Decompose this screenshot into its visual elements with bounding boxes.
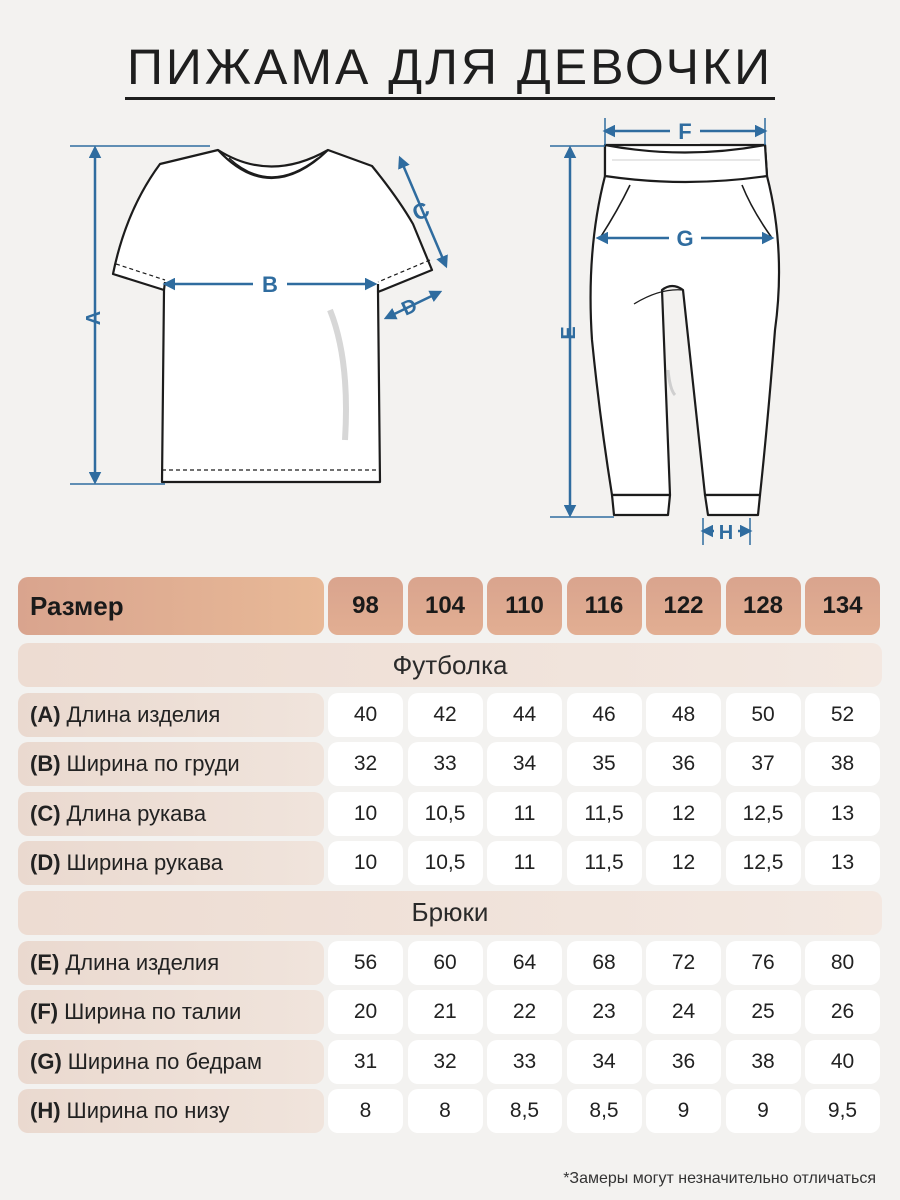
table-cell: 48 bbox=[646, 693, 721, 737]
table-row bbox=[18, 990, 882, 1034]
table-row bbox=[18, 1040, 882, 1084]
row-name: Длина рукава bbox=[66, 800, 207, 826]
table-cell: 33 bbox=[487, 1040, 562, 1084]
table-cell: 36 bbox=[646, 742, 721, 786]
table-cell: 42 bbox=[408, 693, 483, 737]
table-cell: 23 bbox=[567, 990, 642, 1034]
label-f: F bbox=[678, 119, 692, 144]
table-cell: 33 bbox=[408, 742, 483, 786]
table-cell: 10 bbox=[328, 792, 403, 836]
table-cell: 40 bbox=[328, 693, 403, 737]
table-cell: 21 bbox=[408, 990, 483, 1034]
row-label bbox=[18, 941, 324, 985]
table-cell: 80 bbox=[805, 941, 880, 985]
table-cell: 13 bbox=[805, 792, 880, 836]
row-name: Ширина по низу bbox=[66, 1098, 230, 1124]
row-label bbox=[18, 693, 324, 737]
table-cell: 11 bbox=[487, 792, 562, 836]
label-g: G bbox=[676, 226, 694, 251]
table-row bbox=[18, 941, 882, 985]
table-cell: 34 bbox=[567, 1040, 642, 1084]
table-cell: 8,5 bbox=[567, 1089, 642, 1133]
row-label bbox=[18, 792, 324, 836]
size-table bbox=[18, 577, 882, 1139]
table-cell: 52 bbox=[805, 693, 880, 737]
size-header-cell: 104 bbox=[408, 577, 483, 635]
size-header-row bbox=[18, 577, 882, 635]
table-cell: 8 bbox=[328, 1089, 403, 1133]
table-cell: 20 bbox=[328, 990, 403, 1034]
table-row bbox=[18, 693, 882, 737]
row-code: (F) bbox=[30, 999, 59, 1025]
table-cell: 12 bbox=[646, 841, 721, 885]
row-name: Длина изделия bbox=[65, 949, 220, 975]
table-cell: 60 bbox=[408, 941, 483, 985]
table-cell: 11 bbox=[487, 841, 562, 885]
row-code: (D) bbox=[30, 850, 61, 876]
size-header-label: Размер bbox=[18, 577, 324, 635]
row-name: Ширина рукава bbox=[66, 850, 224, 876]
pants-outline bbox=[591, 145, 779, 515]
row-name: Длина изделия bbox=[66, 701, 221, 727]
size-header-cell: 122 bbox=[646, 577, 721, 635]
size-header-cell: 98 bbox=[328, 577, 403, 635]
table-cell: 13 bbox=[805, 841, 880, 885]
table-cell: 25 bbox=[726, 990, 801, 1034]
row-code: (E) bbox=[30, 949, 60, 975]
row-code: (G) bbox=[30, 1048, 62, 1074]
row-name: Ширина по груди bbox=[66, 751, 240, 777]
table-cell: 11,5 bbox=[567, 841, 642, 885]
garment-diagram bbox=[0, 0, 900, 570]
table-cell: 10 bbox=[328, 841, 403, 885]
size-header-cell: 128 bbox=[726, 577, 801, 635]
page-title: ПИЖАМА ДЛЯ ДЕВОЧКИ bbox=[0, 38, 900, 96]
table-row bbox=[18, 1089, 882, 1133]
row-name: Ширина по бедрам bbox=[67, 1048, 263, 1074]
size-header-cell: 134 bbox=[805, 577, 880, 635]
table-cell: 46 bbox=[567, 693, 642, 737]
size-header-cell: 110 bbox=[487, 577, 562, 635]
table-row bbox=[18, 792, 882, 836]
table-cell: 40 bbox=[805, 1040, 880, 1084]
table-row bbox=[18, 742, 882, 786]
table-cell: 26 bbox=[805, 990, 880, 1034]
table-cell: 8,5 bbox=[487, 1089, 562, 1133]
table-cell: 72 bbox=[646, 941, 721, 985]
table-cell: 38 bbox=[726, 1040, 801, 1084]
label-e: E bbox=[558, 326, 580, 340]
row-label bbox=[18, 990, 324, 1034]
table-cell: 9,5 bbox=[805, 1089, 880, 1133]
table-cell: 34 bbox=[487, 742, 562, 786]
table-cell: 9 bbox=[726, 1089, 801, 1133]
table-cell: 22 bbox=[487, 990, 562, 1034]
table-cell: 12,5 bbox=[726, 792, 801, 836]
row-name: Ширина по талии bbox=[64, 999, 242, 1025]
row-code: (A) bbox=[30, 701, 61, 727]
table-cell: 36 bbox=[646, 1040, 721, 1084]
label-d: D bbox=[398, 294, 421, 321]
row-label bbox=[18, 841, 324, 885]
tshirt-outline bbox=[113, 150, 432, 482]
row-code: (B) bbox=[30, 751, 61, 777]
table-cell: 24 bbox=[646, 990, 721, 1034]
table-cell: 68 bbox=[567, 941, 642, 985]
row-code: (C) bbox=[30, 800, 61, 826]
row-code: (H) bbox=[30, 1098, 61, 1124]
row-label bbox=[18, 1089, 324, 1133]
label-b: B bbox=[262, 272, 278, 297]
table-cell: 37 bbox=[726, 742, 801, 786]
table-cell: 10,5 bbox=[408, 792, 483, 836]
measurement-note: *Замеры могут незначительно отличаться bbox=[563, 1170, 876, 1187]
label-a: A bbox=[83, 310, 105, 326]
table-cell: 11,5 bbox=[567, 792, 642, 836]
table-cell: 9 bbox=[646, 1089, 721, 1133]
row-label bbox=[18, 742, 324, 786]
table-cell: 76 bbox=[726, 941, 801, 985]
table-cell: 31 bbox=[328, 1040, 403, 1084]
table-cell: 44 bbox=[487, 693, 562, 737]
table-cell: 56 bbox=[328, 941, 403, 985]
section-title-tshirt: Футболка bbox=[18, 643, 882, 687]
section-title-pants: Брюки bbox=[18, 891, 882, 935]
table-cell: 8 bbox=[408, 1089, 483, 1133]
table-cell: 10,5 bbox=[408, 841, 483, 885]
table-cell: 64 bbox=[487, 941, 562, 985]
table-cell: 35 bbox=[567, 742, 642, 786]
table-row bbox=[18, 841, 882, 885]
label-h: H bbox=[718, 522, 734, 544]
table-cell: 38 bbox=[805, 742, 880, 786]
table-cell: 32 bbox=[328, 742, 403, 786]
table-cell: 50 bbox=[726, 693, 801, 737]
table-cell: 32 bbox=[408, 1040, 483, 1084]
table-cell: 12,5 bbox=[726, 841, 801, 885]
row-label bbox=[18, 1040, 324, 1084]
label-c: C bbox=[408, 196, 434, 226]
size-header-cell: 116 bbox=[567, 577, 642, 635]
table-cell: 12 bbox=[646, 792, 721, 836]
